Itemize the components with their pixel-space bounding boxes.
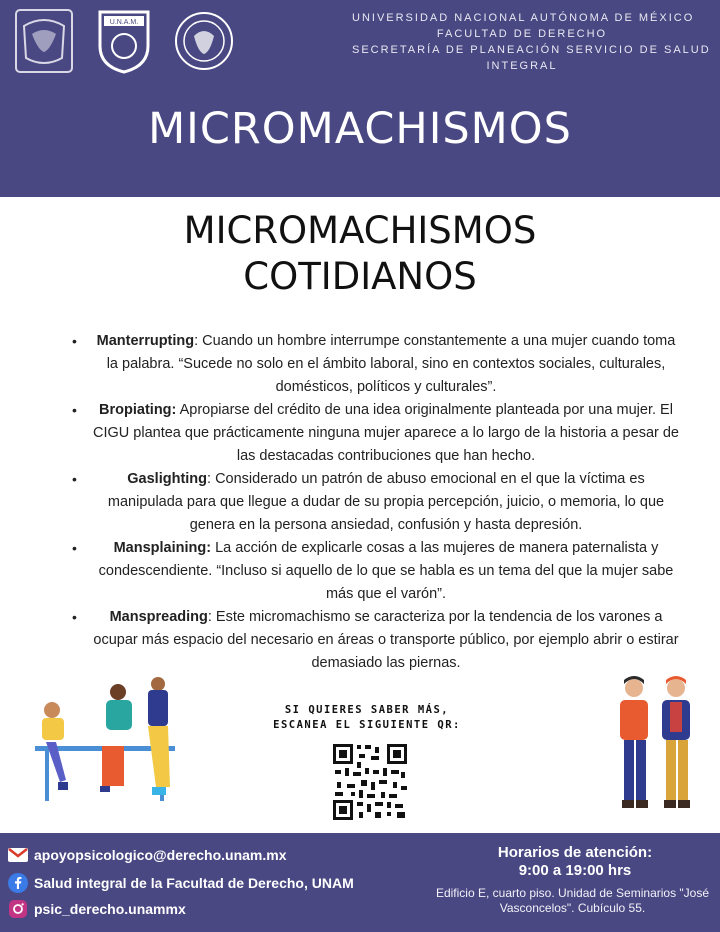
item-term: Mansplaining: [113, 540, 212, 556]
item-term: Manspreading [109, 609, 208, 625]
qr-instructions [262, 703, 472, 733]
footer-band [0, 833, 720, 932]
micromachismos-list [70, 330, 680, 675]
header-band [0, 0, 720, 197]
list-item [70, 537, 680, 606]
mail-icon [8, 845, 28, 865]
facebook-contact[interactable] [8, 873, 354, 893]
two-men-illustration [600, 672, 710, 822]
institution-line: UNIVERSIDAD NACIONAL AUTÓNOMA DE MÉXICO [352, 12, 695, 24]
item-term: Bropiating: [99, 402, 177, 418]
salud-integral-seal-logo [172, 6, 236, 76]
logo-row [12, 6, 236, 76]
bullet-icon: • [72, 540, 77, 556]
email-contact[interactable] [8, 845, 286, 865]
unam-shield-logo [92, 6, 156, 76]
hours-value: 9:00 a 19:00 hrs [518, 862, 632, 879]
list-item [70, 606, 680, 675]
item-text: La acción de explicarle cosas a las mujeres de manera paternalista y condescendiente. “Incluso si aquello de lo que se habla es un tema del que la mujer sabe más que el varón”. [98, 540, 674, 602]
facebook-icon [8, 873, 28, 893]
item-text: : Cuando un hombre interrumpe constantemente a una mujer cuando toma la palabra. “Sucede no solo en el ámbito laboral, sino en contextos sociales, culturales, domésticos, políticos y culturales”. [106, 333, 676, 395]
page-title-line: COTIDIANOS [243, 255, 477, 298]
institution-text [352, 10, 711, 74]
institution-line: SECRETARÍA DE PLANEACIÓN SERVICIO DE SALUD [352, 44, 711, 56]
list-item [70, 399, 680, 468]
people-meeting-illustration [30, 672, 180, 812]
list-item [70, 330, 680, 399]
unam-crest-logo [12, 6, 76, 76]
qr-instructions-line: SI QUIERES SABER MÁS, [284, 704, 450, 716]
instagram-icon [8, 899, 28, 919]
item-term: Gaslighting [127, 471, 208, 487]
item-text: Apropiarse del crédito de una idea originalmente planteada por una mujer. El CIGU plantea que prácticamente ninguna mujer aparece a lo largo de la historia a pesar de las destacadas contribuciones que han hecho. [93, 402, 679, 464]
qr-code[interactable] [331, 742, 409, 822]
item-text: : Considerado un patrón de abuso emocional en el que la víctima es manipulada para que llegue a dudar de su propia percepción, juicio, o memoria, lo que genera en la persona ansiedad, confusión y hasta depresión. [107, 471, 665, 533]
instagram-text: psic_derecho.unammx [34, 901, 186, 917]
list-item [70, 468, 680, 537]
banner-title: MICROMACHISMOS [148, 104, 572, 154]
institution-line: INTEGRAL [486, 60, 558, 72]
svg-text:U.N.A.M.: U.N.A.M. [109, 19, 139, 26]
instagram-contact[interactable] [8, 899, 186, 919]
page-title-line: MICROMACHISMOS [183, 209, 537, 252]
institution-line: FACULTAD DE DERECHO [436, 28, 608, 40]
bullet-icon: • [72, 333, 77, 349]
bullet-icon: • [72, 402, 77, 418]
bullet-icon: • [72, 471, 77, 487]
office-address: Edificio E, cuarto piso. Unidad de Seminarios "José Vasconcelos". Cubículo 55. [435, 886, 710, 915]
hours-title: Horarios de atención: [497, 844, 653, 861]
bullet-icon: • [72, 609, 77, 625]
page-title [0, 208, 720, 300]
facebook-text: Salud integral de la Facultad de Derecho, UNAM [34, 875, 354, 891]
qr-instructions-line: ESCANEA EL SIGUIENTE QR: [273, 719, 461, 731]
item-term: Manterrupting [96, 333, 195, 349]
email-text: apoyopsicologico@derecho.unam.mx [34, 847, 287, 863]
item-text: : Este micromachismo se caracteriza por la tendencia de los varones a ocupar más espacio del necesario en áreas o transporte público, por ejemplo abrir o estirar demasiado las piernas. [93, 609, 679, 671]
